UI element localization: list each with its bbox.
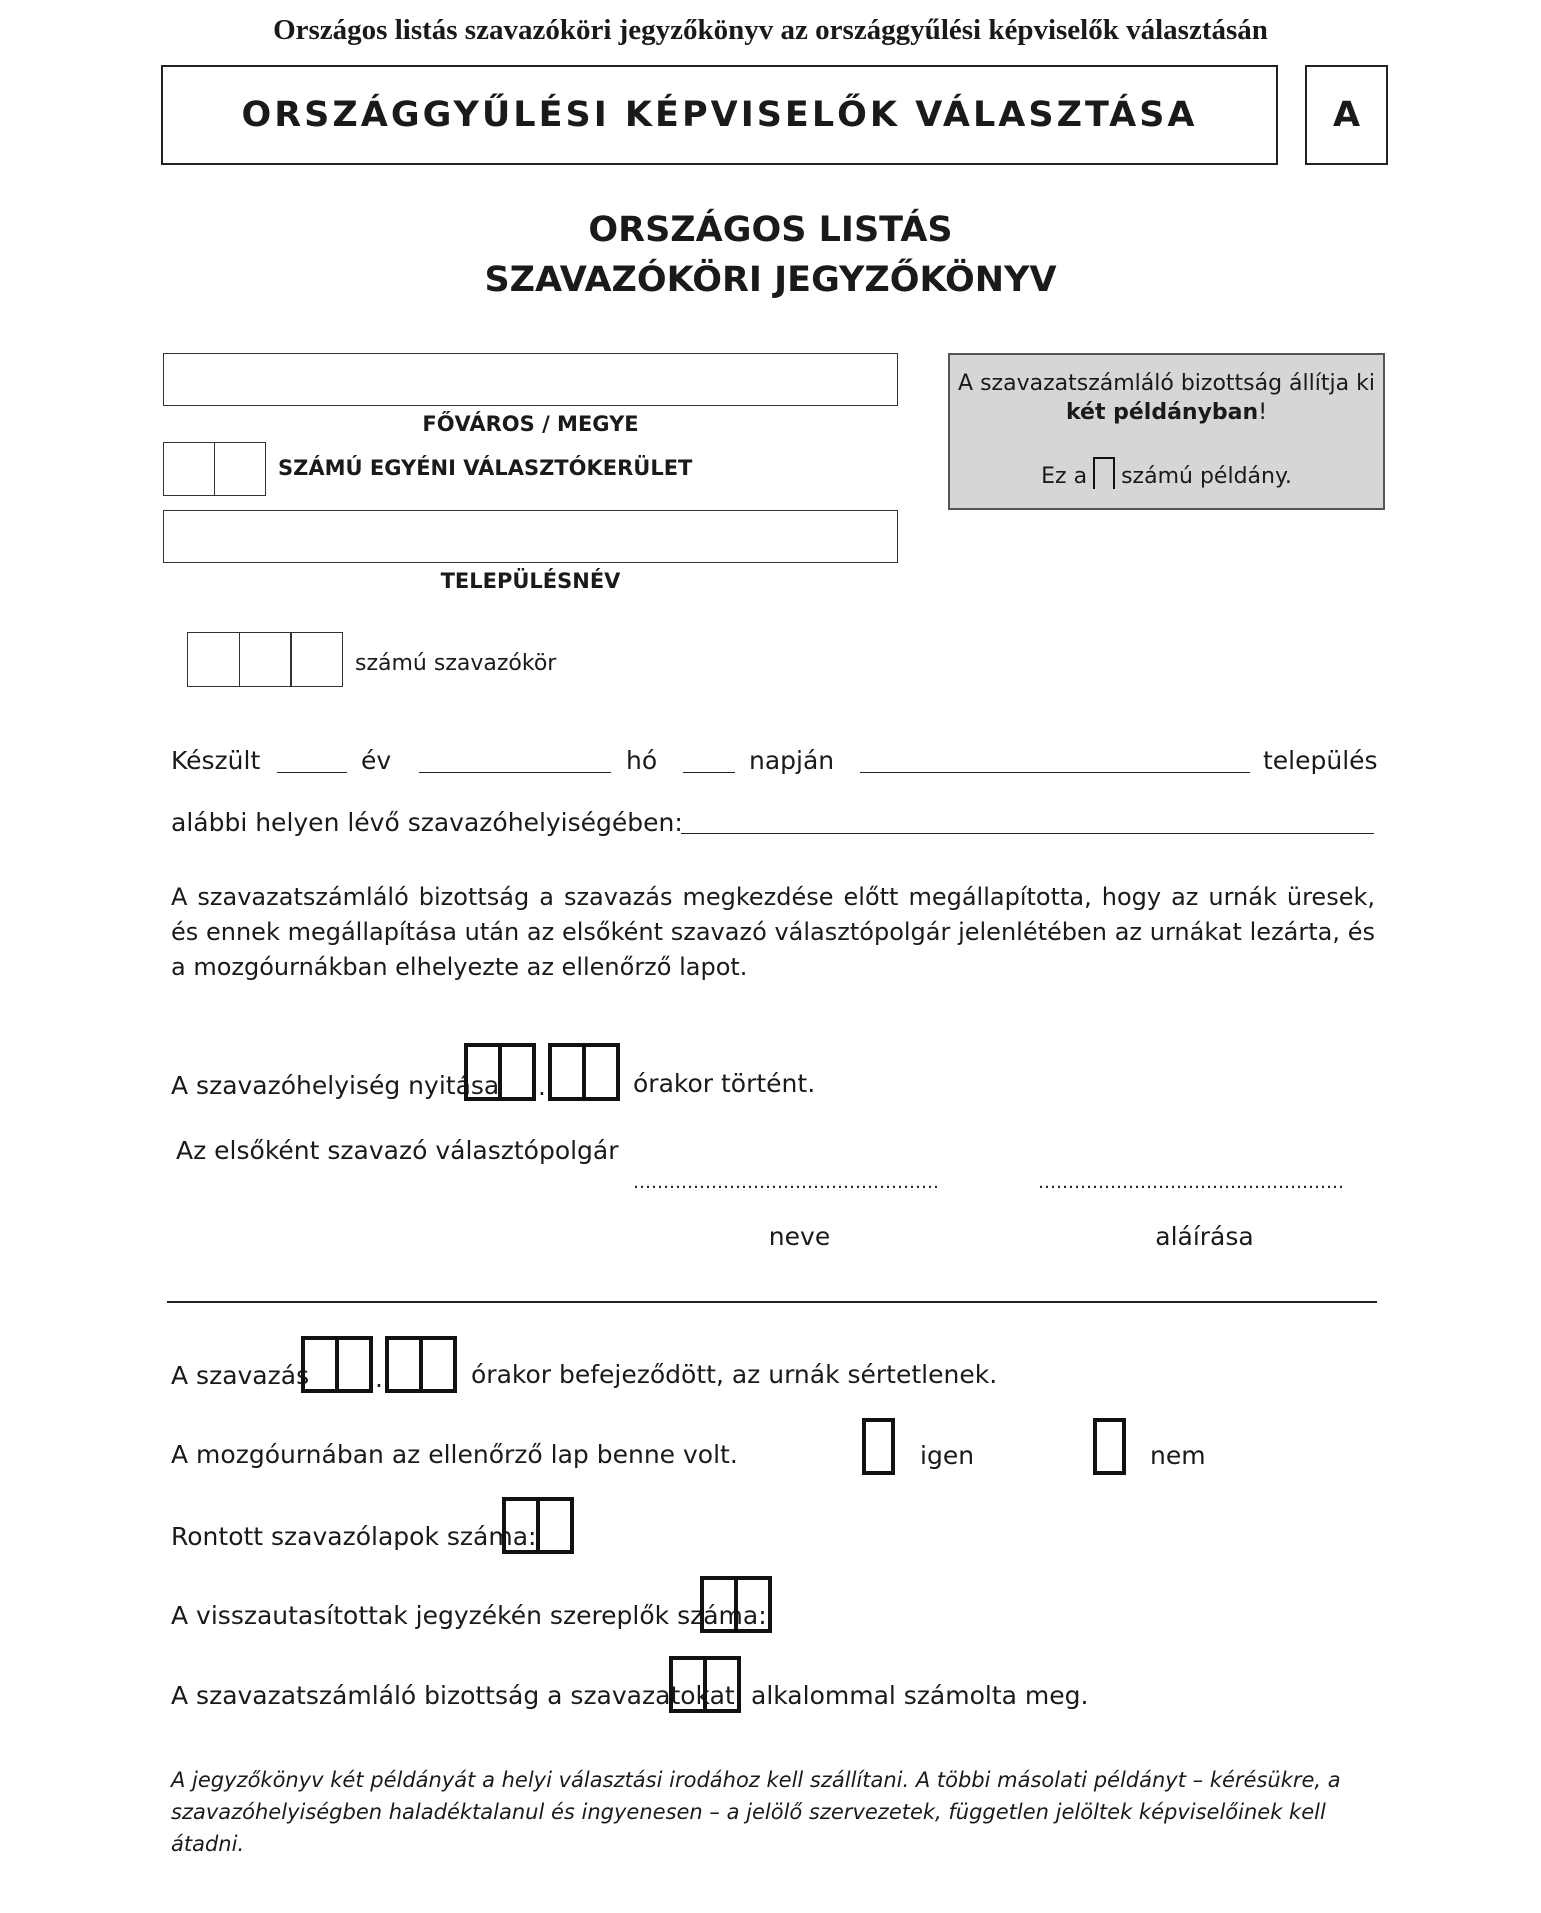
settlement-name-field[interactable] xyxy=(163,510,898,563)
form-code-box xyxy=(1305,65,1388,165)
section-divider xyxy=(167,1301,1377,1303)
time-separator: . xyxy=(538,1073,546,1101)
opening-suffix: órakor történt. xyxy=(633,1069,816,1098)
minute-digit-cell[interactable] xyxy=(582,1043,620,1101)
copies-notice-box xyxy=(948,353,1385,510)
hour-digit-cell[interactable] xyxy=(301,1336,339,1393)
copy-number-line xyxy=(950,457,1383,489)
signature-label: aláírása xyxy=(1155,1222,1254,1251)
digit-cell[interactable] xyxy=(669,1656,707,1713)
digit-cell[interactable] xyxy=(502,1497,540,1554)
digit-cell[interactable] xyxy=(163,442,215,496)
first-voter-name-field[interactable]: …………………………………………… xyxy=(633,1172,939,1193)
digit-cell[interactable] xyxy=(214,442,266,496)
capital-county-field[interactable] xyxy=(163,353,898,406)
document-title-line2: SZAVAZÓKÖRI JEGYZŐKÖNYV xyxy=(484,260,1057,300)
yes-label: igen xyxy=(920,1441,975,1470)
hour-digit-cell[interactable] xyxy=(464,1043,502,1101)
minute-digit-cell[interactable] xyxy=(419,1336,457,1393)
spoiled-ballots-field[interactable] xyxy=(502,1497,574,1554)
polling-station-number-field[interactable] xyxy=(187,632,343,687)
rejected-voters-field[interactable] xyxy=(700,1576,772,1633)
control-sheet-label: A mozgóurnában az ellenőrző lap benne volt. xyxy=(171,1440,738,1469)
made-label: Készült xyxy=(171,746,261,775)
time-separator: . xyxy=(375,1365,383,1393)
rejected-voters-label: A visszautasítottak jegyzékén szereplők száma: xyxy=(171,1601,767,1630)
yes-checkbox[interactable] xyxy=(862,1418,895,1475)
spoiled-ballots-label: Rontott szavazólapok száma: xyxy=(171,1522,537,1551)
count-suffix: alkalommal számolta meg. xyxy=(751,1681,1089,1710)
month-field[interactable] xyxy=(419,772,611,773)
minute-digit-cell[interactable] xyxy=(548,1043,586,1101)
district-number-field[interactable] xyxy=(163,442,266,496)
form-code: A xyxy=(1332,95,1361,135)
opening-statement: A szavazatszámláló bizottság a szavazás megkezdése előtt megállapította, hogy az urnák üresek, és ennek megállapítása után az elsőként szavazó választópolgár jelenlétében az urnákat lezárta, és a mozgóurnákban elhelyezte az ellenőrző lapot. xyxy=(171,883,1375,981)
digit-cell[interactable] xyxy=(700,1576,738,1633)
digit-cell[interactable] xyxy=(536,1497,574,1554)
day-field[interactable] xyxy=(683,772,735,773)
digit-cell[interactable] xyxy=(734,1576,772,1633)
first-voter-label: Az elsőként szavazó választópolgár xyxy=(176,1136,619,1165)
banner-title: ORSZÁGGYŰLÉSI KÉPVISELŐK VÁLASZTÁSA xyxy=(241,95,1198,135)
copy-number-field[interactable] xyxy=(1093,457,1115,489)
month-label: hó xyxy=(626,746,658,775)
notice-line1: A szavazatszámláló bizottság állítja ki xyxy=(958,371,1375,396)
polling-station-label: számú szavazókör xyxy=(355,651,557,676)
digit-cell[interactable] xyxy=(703,1656,741,1713)
place-label: alábbi helyen lévő szavazóhelyiségében: xyxy=(171,808,683,837)
closing-suffix: órakor befejeződött, az urnák sértetlenek. xyxy=(471,1360,998,1389)
settlement-name-label: TELEPÜLÉSNÉV xyxy=(440,569,621,593)
copy-prefix: Ez a xyxy=(1041,464,1088,489)
notice-exclamation: ! xyxy=(1258,400,1268,425)
digit-cell[interactable] xyxy=(187,632,240,687)
settlement-label: település xyxy=(1263,746,1378,775)
day-label: napján xyxy=(749,746,835,775)
opening-label: A szavazóhelyiség nyitása xyxy=(171,1071,500,1100)
count-times-field[interactable] xyxy=(669,1656,741,1713)
footer-note: A jegyzőkönyv két példányát a helyi választási irodához kell szállítani. A többi másolati példányt – kérésükre, a szavazóhelyiségben haladéktalanul és ingyenesen – a jelölő szervezetek, független jelöltek képviselőinek kell átadni. xyxy=(171,1768,1341,1856)
district-label: SZÁMÚ EGYÉNI VÁLASZTÓKERÜLET xyxy=(278,456,693,480)
copy-suffix: számú példány. xyxy=(1121,464,1292,489)
settlement-field[interactable] xyxy=(860,772,1250,773)
opening-time-field[interactable] xyxy=(464,1043,620,1101)
page-top-title: Országos listás szavazóköri jegyzőkönyv az országgyűlési képviselők választásán xyxy=(273,14,1268,46)
digit-cell[interactable] xyxy=(239,632,292,687)
count-label: A szavazatszámláló bizottság a szavazatokat xyxy=(171,1681,735,1710)
notice-copies-emphasis: két példányban xyxy=(1065,400,1259,425)
digit-cell[interactable] xyxy=(290,632,343,687)
no-label: nem xyxy=(1150,1441,1206,1470)
hour-digit-cell[interactable] xyxy=(335,1336,373,1393)
minute-digit-cell[interactable] xyxy=(385,1336,423,1393)
closing-time-field[interactable] xyxy=(301,1336,457,1393)
notice-line2 xyxy=(950,400,1383,425)
year-label: év xyxy=(361,746,392,775)
place-field[interactable] xyxy=(681,833,1374,834)
year-field[interactable] xyxy=(277,772,347,773)
banner-box xyxy=(161,65,1278,165)
document-title-line1: ORSZÁGOS LISTÁS xyxy=(588,210,953,250)
capital-county-label: FŐVÁROS / MEGYE xyxy=(422,412,639,436)
hour-digit-cell[interactable] xyxy=(498,1043,536,1101)
closing-label: A szavazás xyxy=(171,1361,310,1390)
first-voter-signature-field[interactable]: …………………………………………… xyxy=(1038,1172,1344,1193)
name-label: neve xyxy=(768,1222,831,1251)
no-checkbox[interactable] xyxy=(1093,1418,1126,1475)
